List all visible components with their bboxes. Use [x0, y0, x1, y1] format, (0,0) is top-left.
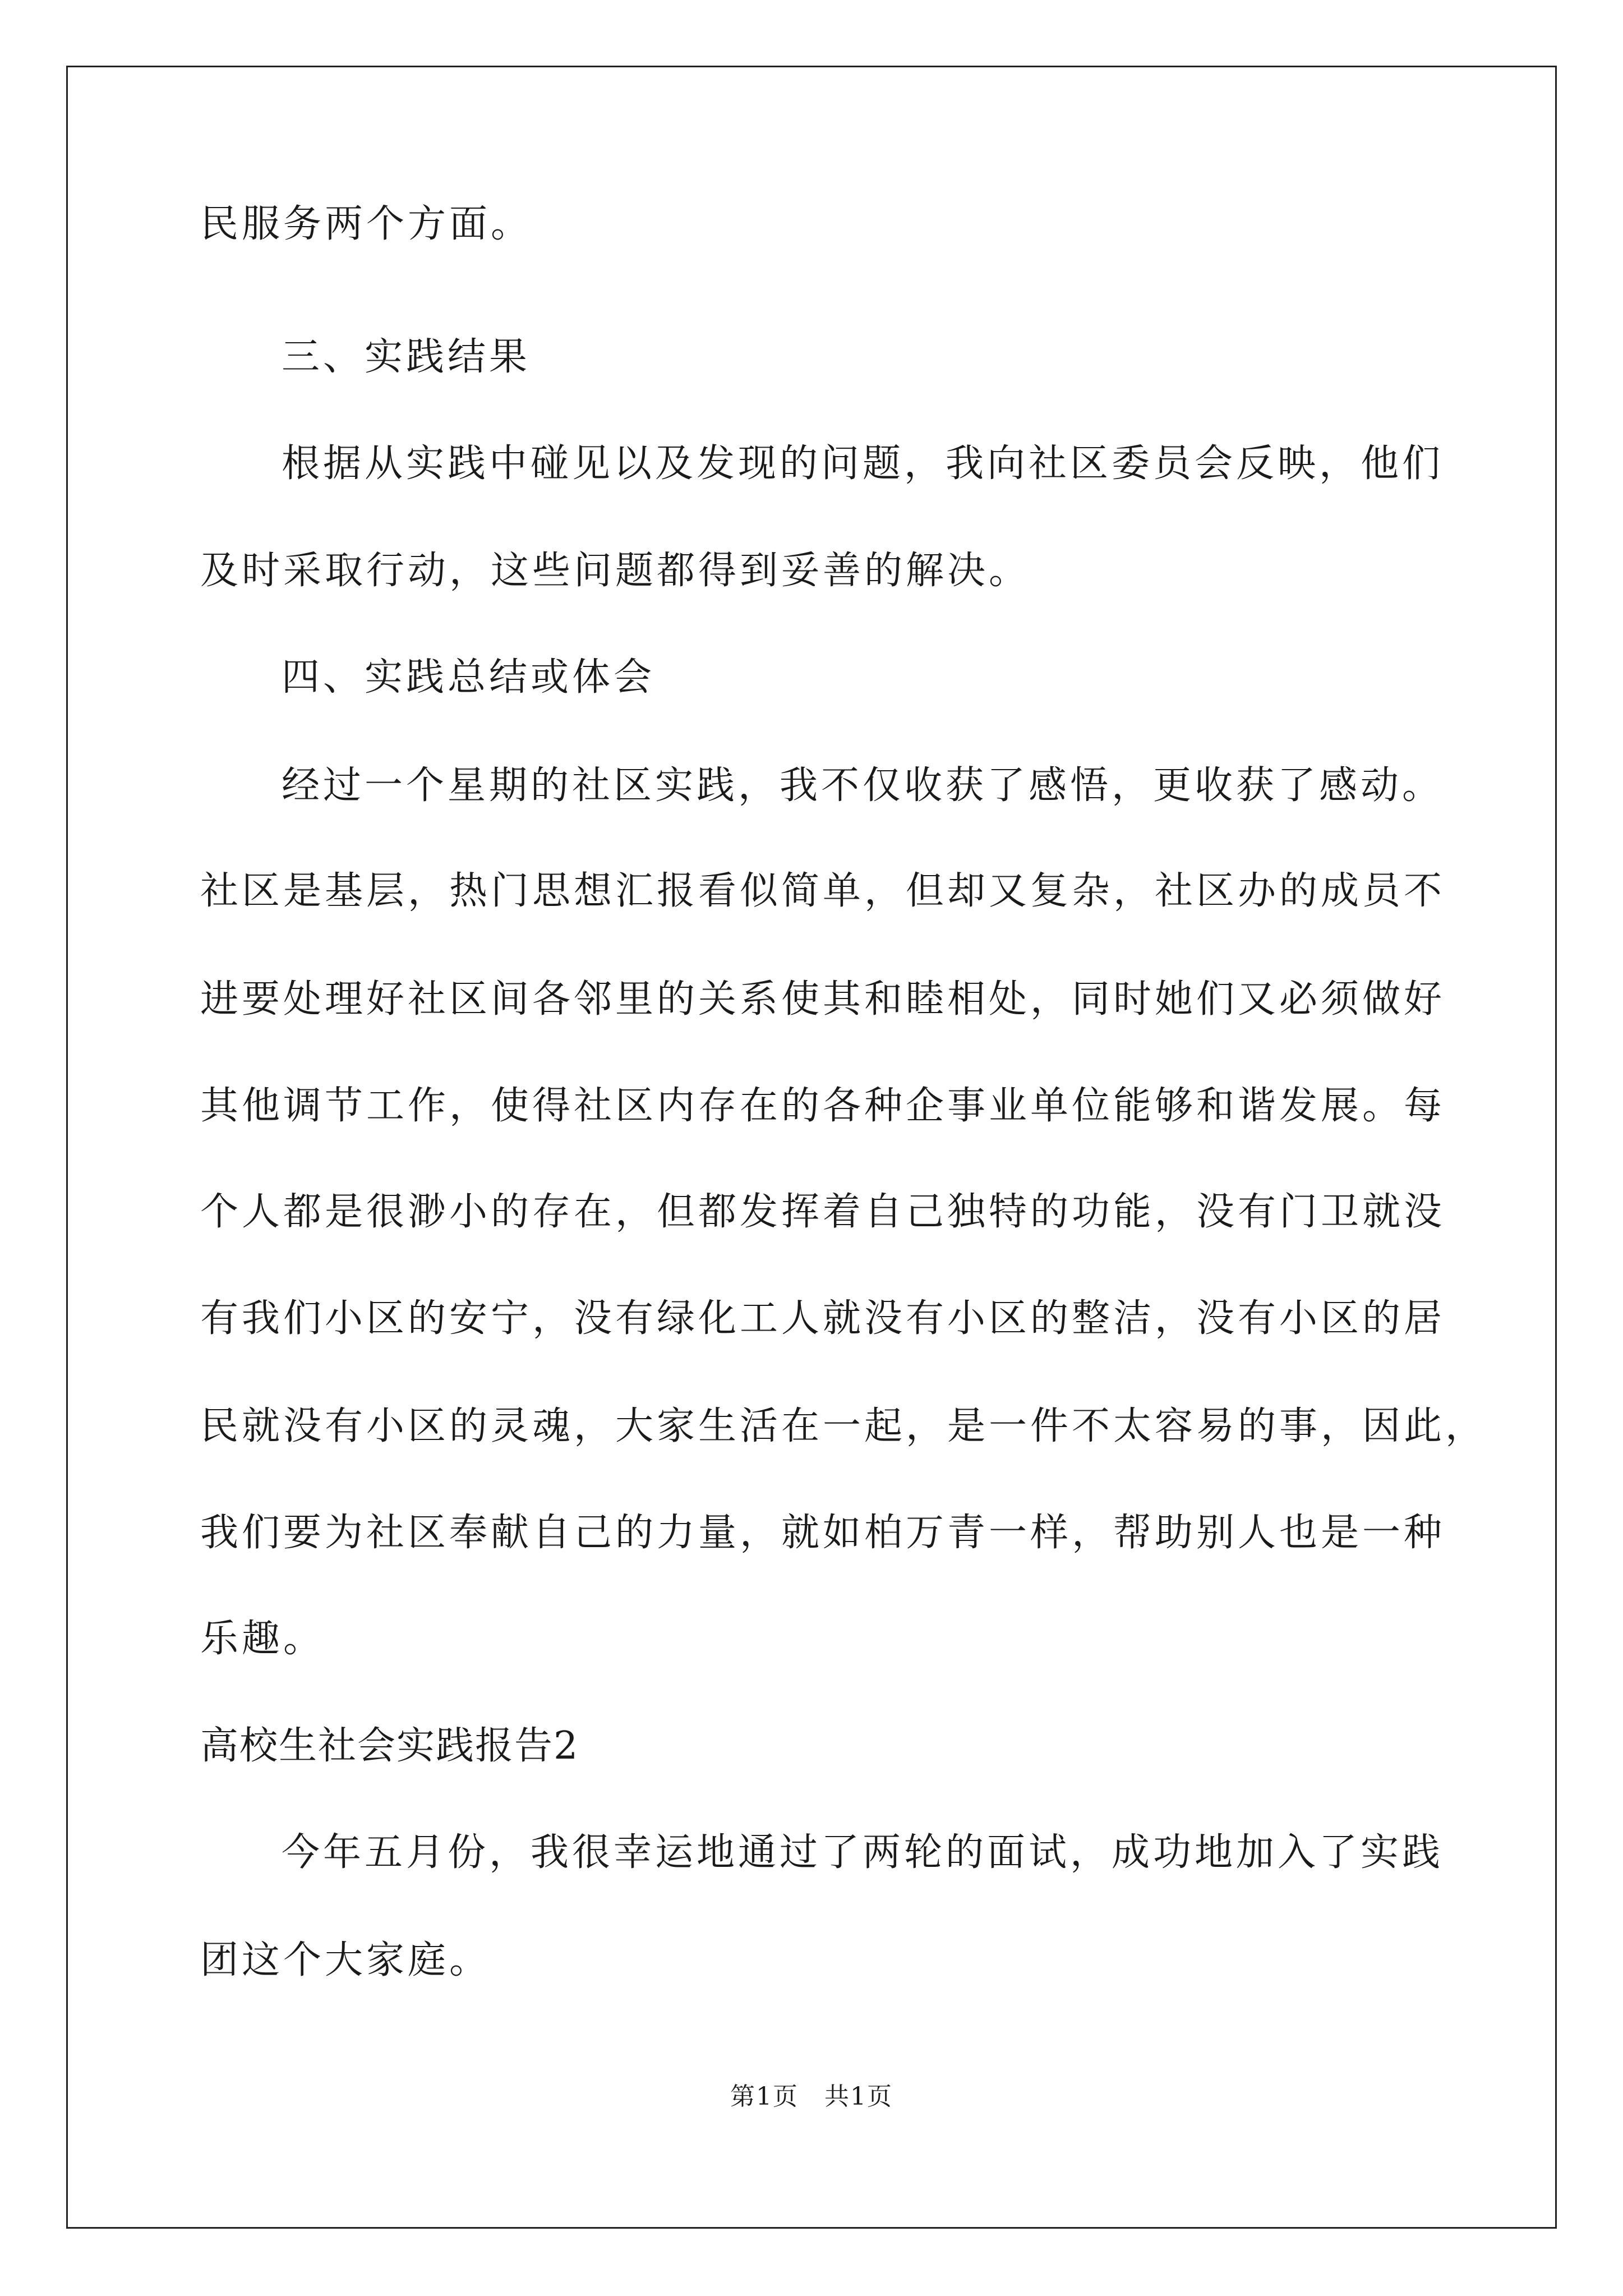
- body-text-line: 有我们小区的安宁，没有绿化工人就没有小区的整洁，没有小区的居: [200, 1296, 1446, 1341]
- body-text-line: 个人都是很渺小的存在，但都发挥着自己独特的功能，没有门卫就没: [200, 1190, 1446, 1234]
- body-text-line: 民就没有小区的灵魂，大家生活在一起，是一件不太容易的事，因此，: [200, 1404, 1487, 1448]
- body-text-line: 我们要为社区奉献自己的力量，就如柏万青一样，帮助别人也是一种: [200, 1511, 1446, 1555]
- section-heading: 四、实践总结或体会: [282, 655, 656, 700]
- body-text-line: 根据从实践中碰见以及发现的问题，我向社区委员会反映，他们: [282, 441, 1444, 486]
- body-text-line: 其他调节工作，使得社区内存在的各种企事业单位能够和谐发展。每: [200, 1084, 1446, 1128]
- body-text-line: 今年五月份，我很幸运地通过了两轮的面试，成功地加入了实践: [282, 1830, 1444, 1875]
- body-text-line: 社区是基层，热门思想汇报看似简单，但却又复杂，社区办的成员不: [200, 869, 1446, 913]
- body-text-line: 经过一个星期的社区实践，我不仅收获了感悟，更收获了感动。: [282, 763, 1444, 808]
- body-text-line: 民服务两个方面。: [200, 202, 533, 246]
- body-text-line: 及时采取行动，这些问题都得到妥善的解决。: [200, 549, 1031, 593]
- page-number-footer: 第1页 共1页: [730, 2082, 893, 2111]
- section-heading: 三、实践结果: [282, 335, 531, 379]
- body-text-line: 进要处理好社区间各邻里的关系使其和睦相处，同时她们又必须做好: [200, 977, 1446, 1022]
- document-title: 高校生社会实践报告2: [200, 1724, 579, 1768]
- body-text-line: 乐趣。: [200, 1617, 325, 1661]
- body-text-line: 团这个大家庭。: [200, 1938, 491, 1982]
- page-border: [66, 66, 1557, 2229]
